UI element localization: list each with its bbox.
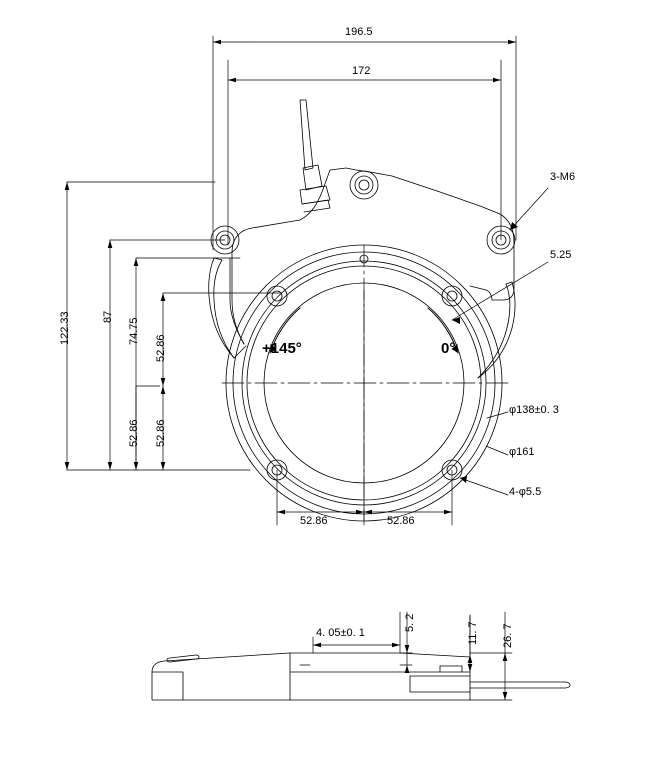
side-dim-label-26-7: 26. 7 xyxy=(502,623,514,648)
side-dim-label-4-05: 4. 05±0. 1 xyxy=(316,627,365,639)
callout-dia-138: φ138±0. 3 xyxy=(509,404,559,416)
dim-label-52-86-upper: 52.86 xyxy=(155,334,167,362)
dim-vertical-stack xyxy=(65,182,280,470)
dim-label-87: 87 xyxy=(102,310,114,323)
angle-label-plus-145: +145° xyxy=(262,340,302,357)
bracket-outline xyxy=(230,168,514,344)
dim-label-52-86-left: 52.86 xyxy=(300,515,328,527)
cable-connector xyxy=(300,100,330,212)
angle-label-zero: 0° xyxy=(441,340,456,357)
side-dim-label-5-2: 5. 2 xyxy=(404,613,416,632)
dim-label-172: 172 xyxy=(352,65,371,77)
m6-holes xyxy=(211,171,515,254)
dim-label-196-5: 196.5 xyxy=(345,26,373,38)
callout-dia-161: φ161 xyxy=(509,446,535,458)
dim-label-52-86-outer: 52.86 xyxy=(128,419,140,447)
side-view-body xyxy=(152,653,570,700)
callout-3-m6: 3-M6 xyxy=(550,171,576,183)
callout-5-25: 5.25 xyxy=(550,249,572,261)
dim-bottom xyxy=(277,290,452,525)
dim-172 xyxy=(228,60,501,245)
callout-4-holes-5-5: 4-φ5.5 xyxy=(509,486,542,498)
side-dim-label-11-7: 11. 7 xyxy=(467,621,479,645)
dim-label-52-86-right: 52.86 xyxy=(387,515,415,527)
dim-label-52-86-lower: 52.86 xyxy=(155,419,167,447)
left-arm xyxy=(209,258,246,358)
dim-label-74-75: 74.75 xyxy=(128,317,140,345)
dim-label-122-33: 122.33 xyxy=(59,311,71,345)
